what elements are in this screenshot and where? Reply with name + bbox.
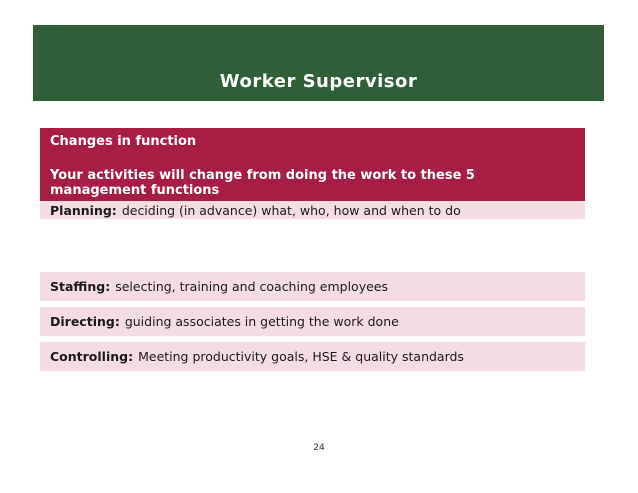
changes-header-title: Changes in function (50, 134, 197, 149)
slide-title: Worker Supervisor (219, 71, 418, 92)
function-row-text: Meeting productivity goals, HSE & quality standards (138, 349, 464, 364)
function-row-text: selecting, training and coaching employees (115, 279, 388, 294)
function-row-label: Directing: (50, 314, 120, 329)
function-row-planning (40, 201, 585, 219)
title-banner (33, 25, 604, 101)
changes-header-box (40, 128, 585, 201)
function-row-label: Staffing: (50, 279, 111, 294)
function-row-text: guiding associates in getting the work done (124, 314, 399, 329)
function-row-text: deciding (in advance) what, who, how and when to do (121, 202, 461, 218)
function-row-controlling (40, 342, 585, 371)
function-row-staffing (40, 272, 585, 301)
page-number: 24 (313, 443, 325, 453)
function-row-label: Planning: (50, 202, 117, 218)
function-row-label: Controlling: (50, 349, 134, 364)
changes-header-body: Your activities will change from doing the work to these 5 management functions (50, 168, 475, 198)
function-row-directing (40, 307, 585, 336)
